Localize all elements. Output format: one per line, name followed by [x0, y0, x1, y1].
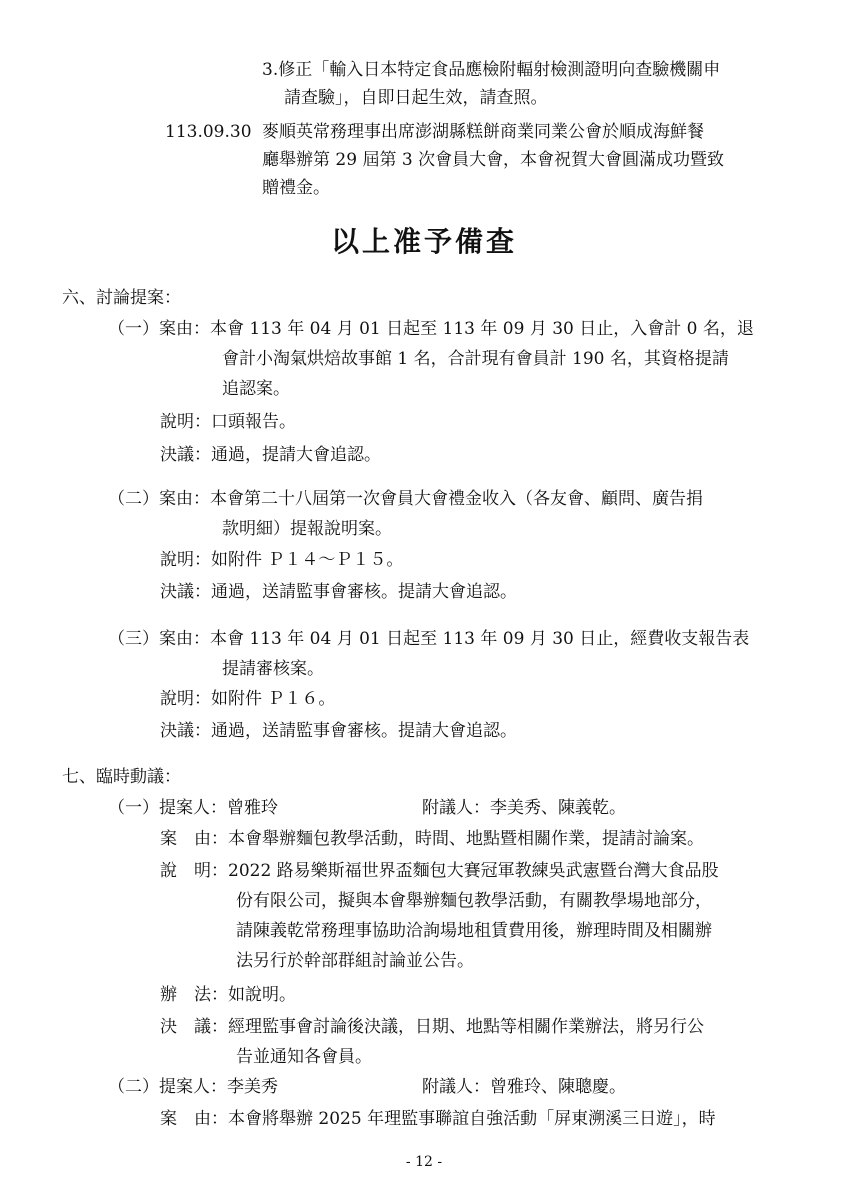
proposal-explanation: 說明：如附件 Ｐ１４～Ｐ１５。	[160, 550, 404, 570]
motion-seconder: 附議人：李美秀、陳義乾。	[422, 798, 626, 818]
motion-proposer: （二）提案人：李美秀	[108, 1077, 278, 1097]
event-line: 廳舉辦第 29 屆第 3 次會員大會，本會祝賀大會圓滿成功暨致	[262, 150, 725, 170]
motion-case: 案 由：本會舉辦麵包教學活動，時間、地點暨相關作業，提請討論案。	[160, 829, 704, 849]
motion-resolution-line: 告並通知各會員。	[236, 1047, 372, 1067]
event-date: 113.09.30	[165, 122, 252, 142]
proposal-explanation: 說明：如附件 Ｐ１６。	[160, 689, 336, 709]
section-heading-discussion: 六、討論提案：	[62, 288, 181, 308]
notice-item-line: 請查驗」，自即日起生效，請查照。	[284, 88, 548, 108]
approval-title: 以上准予備查	[330, 225, 517, 258]
proposal-explanation: 說明：口頭報告。	[160, 412, 296, 432]
proposal-resolution: 決議：通過，送請監事會審核。提請大會追認。	[160, 721, 517, 741]
event-line: 麥順英常務理事出席澎湖縣糕餅商業同業公會於順成海鮮餐	[262, 122, 704, 142]
motion-explanation-line: 說 明：2022 路易樂斯福世界盃麵包大賽冠軍教練吳武憲暨台灣大食品股	[160, 861, 719, 881]
proposal-case-line: 提請審核案。	[222, 659, 324, 679]
page-number: - 12 -	[405, 1154, 443, 1170]
notice-item-line: 3.修正「輸入日本特定食品應檢附輻射檢測證明向查驗機關申	[262, 60, 721, 80]
section-heading-motions: 七、臨時動議：	[62, 767, 181, 787]
proposal-case-line: 款明細）提報說明案。	[222, 519, 392, 539]
proposal-case-line: （一）案由：本會 113 年 04 月 01 日起至 113 年 09 月 30 日止，入會計 0 名，退	[108, 319, 754, 339]
proposal-resolution: 決議：通過，送請監事會審核。提請大會追認。	[160, 582, 517, 602]
proposal-resolution: 決議：通過，提請大會追認。	[160, 445, 381, 465]
motion-explanation-line: 請陳義乾常務理事協助洽詢場地租賃費用後，辦理時間及相關辦	[236, 921, 712, 941]
proposal-case-line: 追認案。	[222, 379, 290, 399]
motion-seconder: 附議人：曾雅玲、陳聰慶。	[422, 1077, 626, 1097]
motion-proposer: （一）提案人：曾雅玲	[108, 798, 278, 818]
motion-explanation-line: 份有限公司，擬與本會舉辦麵包教學活動，有關教學場地部分，	[236, 891, 712, 911]
proposal-case-line: （三）案由：本會 113 年 04 月 01 日起至 113 年 09 月 30 日止，經費收支報告表	[108, 629, 750, 649]
motion-explanation-line: 法另行於幹部群組討論並公告。	[236, 951, 474, 971]
event-line: 贈禮金。	[262, 178, 330, 198]
proposal-case-line: 會計小淘氣烘焙故事館 1 名，合計現有會員計 190 名，其資格提請	[222, 349, 729, 369]
motion-method: 辦 法：如說明。	[160, 985, 296, 1005]
motion-resolution-line: 決 議：經理監事會討論後決議，日期、地點等相關作業辦法，將另行公	[160, 1017, 704, 1037]
proposal-case-line: （二）案由：本會第二十八屆第一次會員大會禮金收入（各友會、顧問、廣告捐	[108, 489, 703, 509]
motion-case: 案 由：本會將舉辦 2025 年理監事聯誼自強活動「屏東溯溪三日遊」，時	[160, 1109, 716, 1129]
